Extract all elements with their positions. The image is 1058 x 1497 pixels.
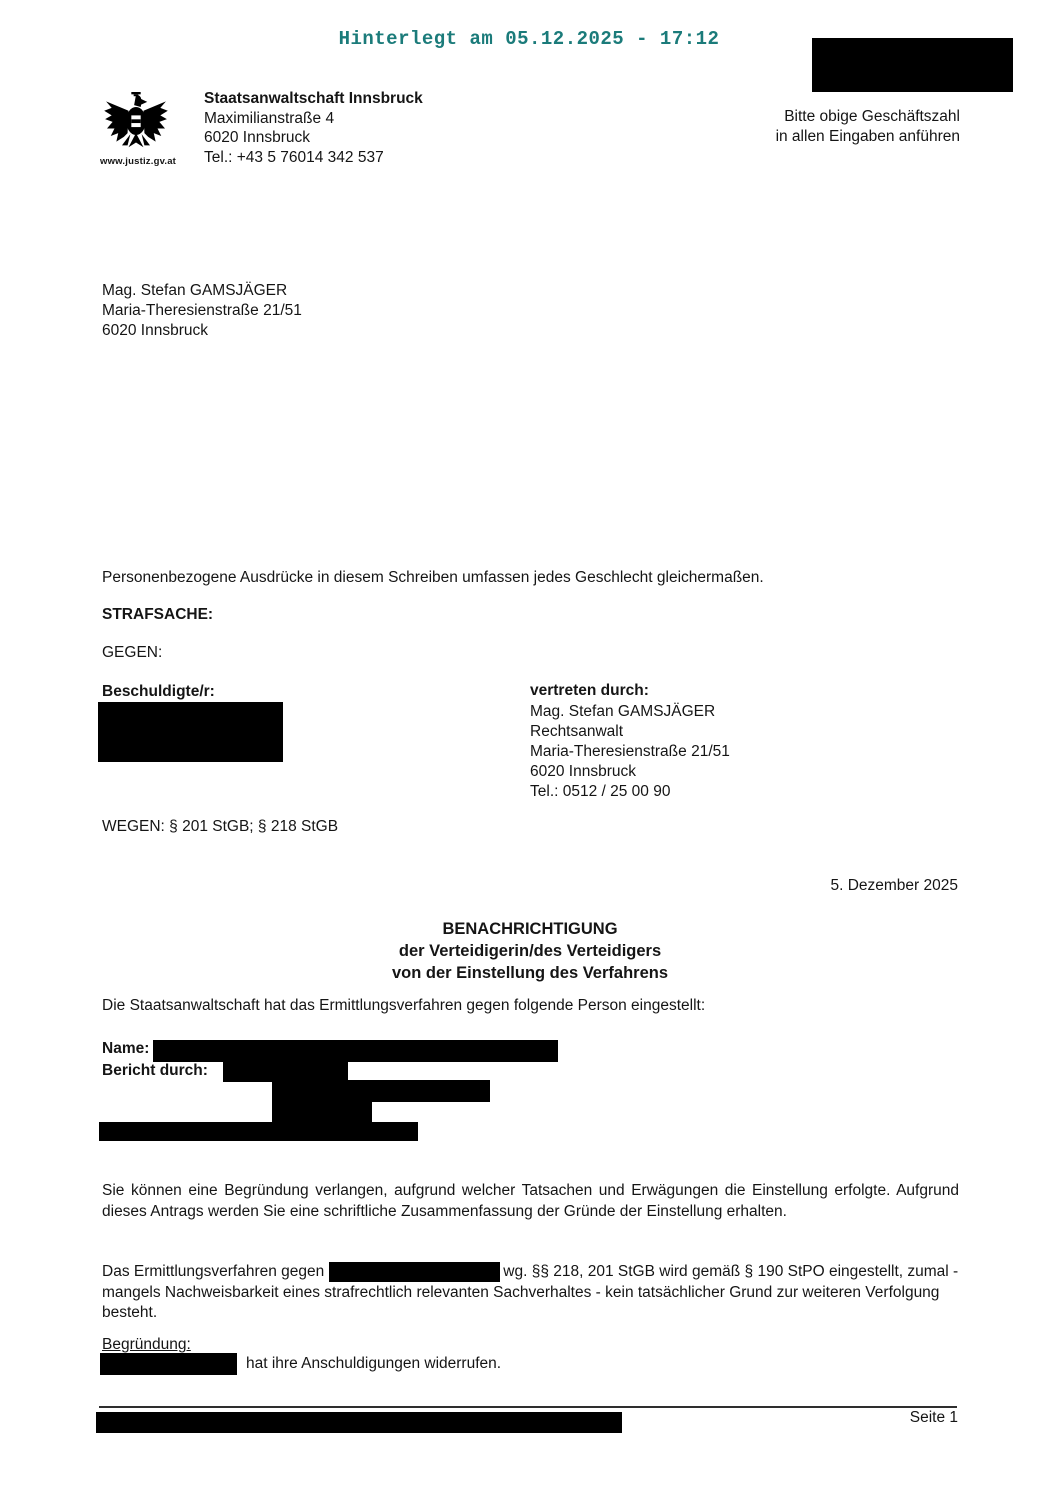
letter-date: 5. Dezember 2025 <box>830 877 958 894</box>
sender-street: Maximilianstraße 4 <box>204 109 335 127</box>
reference-note <box>776 107 960 147</box>
redaction-reason-name <box>100 1353 237 1375</box>
representative-city: 6020 Innsbruck <box>530 763 636 780</box>
sender-city: 6020 Innsbruck <box>204 129 310 146</box>
against-label: GEGEN: <box>102 644 163 661</box>
paragraph-justification-request: Sie können eine Begründung verlangen, aufgrund welcher Tatsachen und Erwägungen die Einstellung erfolgte. Aufgrund dieses Antrags werden Sie eine schriftliche Zusammenfassung der Gründe der Einstellung erhalten. <box>102 1182 959 1220</box>
charges-line: WEGEN: § 201 StGB; § 218 StGB <box>102 818 339 835</box>
reason-label: Begründung: <box>102 1336 191 1353</box>
justice-eagle-icon <box>102 92 170 150</box>
representative-street: Maria-Theresienstraße 21/51 <box>530 743 730 760</box>
reference-note-line2: in allen Eingaben anführen <box>775 128 960 145</box>
recipient-name: Mag. Stefan GAMSJÄGER <box>102 282 288 299</box>
redaction-accused-identity <box>98 702 283 762</box>
redaction-report-detail-1 <box>272 1080 490 1102</box>
redaction-report-by-value <box>223 1062 348 1082</box>
deposit-timestamp: Hinterlegt am 05.12.2025 - 17:12 <box>338 28 720 50</box>
representative-block <box>530 702 730 802</box>
representative-phone: Tel.: 0512 / 25 00 90 <box>530 783 671 800</box>
recipient-street: Maria-Theresienstraße 21/51 <box>102 302 302 319</box>
redaction-report-detail-3 <box>99 1122 418 1141</box>
footer-divider <box>99 1406 957 1408</box>
redaction-accused-name-inline <box>329 1262 500 1282</box>
redaction-report-detail-2 <box>272 1102 372 1123</box>
heading-line3: von der Einstellung des Verfahrens <box>392 964 668 982</box>
recipient-city: 6020 Innsbruck <box>102 322 208 339</box>
notification-heading <box>102 918 958 984</box>
recipient-address <box>102 281 302 341</box>
page-number: Seite 1 <box>909 1409 958 1426</box>
sender-block <box>204 89 423 167</box>
case-label: STRAFSACHE: <box>102 606 214 623</box>
reason-row <box>100 1353 501 1375</box>
heading-line1: BENACHRICHTIGUNG <box>442 920 618 938</box>
paragraph-dismissal-after: wg. §§ 218, 201 StGB wird gemäß § 190 StPO eingestellt, zumal - mangels Nachweisbarkeit eines strafrechtlich relevanten Sachverhaltes - kein tatsächlicher Grund zur weiteren Verfolgung besteht. <box>102 1263 959 1321</box>
gender-note: Personenbezogene Ausdrücke in diesem Schreiben umfassen jedes Geschlecht gleichermaßen. <box>102 569 764 586</box>
redaction-case-number <box>812 38 1013 92</box>
name-label: Name: <box>102 1040 150 1057</box>
intro-sentence: Die Staatsanwaltschaft hat das Ermittlungsverfahren gegen folgende Person eingestellt: <box>102 997 706 1014</box>
paragraph-dismissal <box>102 1262 959 1324</box>
heading-line2: der Verteidigerin/des Verteidigers <box>398 942 662 960</box>
accused-label: Beschuldigte/r: <box>102 683 215 700</box>
sender-phone: Tel.: +43 5 76014 342 537 <box>204 148 384 166</box>
representative-title: Rechtsanwalt <box>530 723 624 740</box>
sender-name: Staatsanwaltschaft Innsbruck <box>204 90 423 107</box>
paragraph-dismissal-before: Das Ermittlungsverfahren gegen <box>102 1263 325 1280</box>
justice-website-label: www.justiz.gv.at <box>100 156 177 167</box>
represented-label: vertreten durch: <box>530 682 649 699</box>
reference-note-line1: Bitte obige Geschäftszahl <box>784 108 960 125</box>
representative-name: Mag. Stefan GAMSJÄGER <box>530 703 716 720</box>
reason-sentence: hat ihre Anschuldigungen widerrufen. <box>246 1355 502 1372</box>
report-by-label: Bericht durch: <box>102 1062 208 1079</box>
redaction-name-value <box>153 1040 558 1062</box>
justice-logo <box>100 92 177 167</box>
